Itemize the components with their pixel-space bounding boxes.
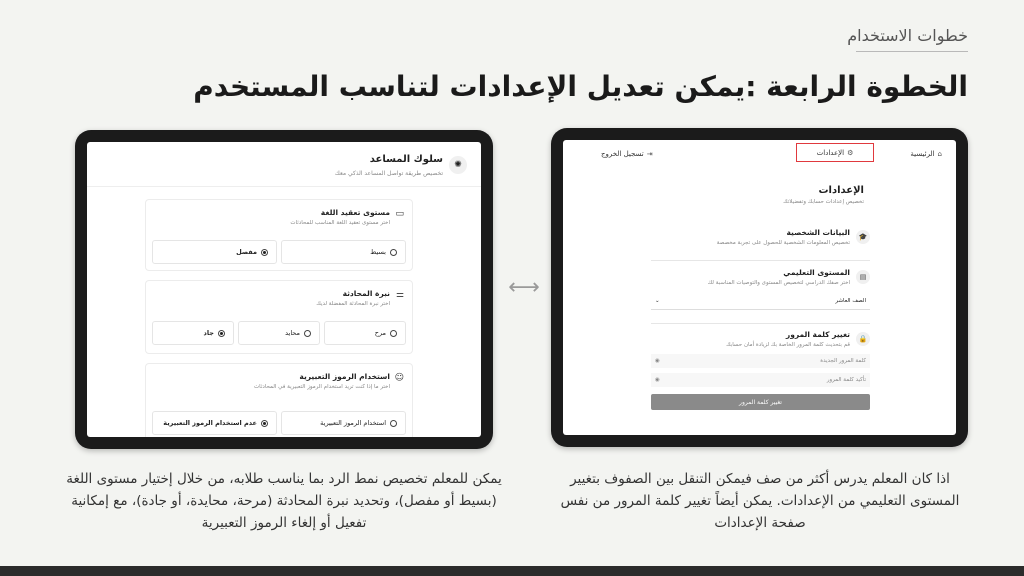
graduation-cap-icon: 🎓 xyxy=(856,230,870,244)
option-detailed[interactable] xyxy=(152,240,277,264)
option-label: بسيط xyxy=(370,248,386,256)
emoji-title: استخدام الرموز التعبيرية xyxy=(299,372,390,381)
school-icon: ▤ xyxy=(856,270,870,284)
divider xyxy=(87,186,481,187)
section-label: خطوات الاستخدام xyxy=(847,26,968,45)
radio-icon xyxy=(390,249,397,256)
logout-label: تسجيل الخروج xyxy=(601,150,644,158)
confirm-password-input[interactable] xyxy=(651,373,870,387)
emoji-card xyxy=(145,363,413,437)
divider xyxy=(651,323,870,324)
personal-data-card xyxy=(651,228,870,258)
tone-options xyxy=(152,321,406,345)
message-icon: ▭ xyxy=(395,209,404,219)
password-card xyxy=(651,330,870,426)
settings-tablet xyxy=(551,128,968,447)
option-label: مفصل xyxy=(236,248,257,256)
language-complexity-card xyxy=(145,199,413,271)
settings-subtitle: تخصيص إعدادات حسابك وتفضيلاتك xyxy=(783,199,864,205)
footer-bar xyxy=(0,566,1024,576)
swap-arrow-icon: ⟷ xyxy=(508,275,540,300)
nav-settings[interactable] xyxy=(796,143,874,162)
settings-screen xyxy=(563,140,956,435)
settings-icon: ⚙ xyxy=(847,148,854,157)
nav-home[interactable] xyxy=(910,150,942,158)
personal-subtitle: تخصيص المعلومات الشخصية للحصول على تجربة مخصصة xyxy=(716,240,850,246)
page-title: الخطوة الرابعة :يمكن تعديل الإعدادات لتناسب المستخدم xyxy=(193,70,968,103)
emoji-subtitle: اختر ما إذا كنت تريد استخدام الرموز التعبيرية في المحادثات xyxy=(253,384,390,390)
education-subtitle: اختر صفك الدراسي لتخصيص المستوى والتوصيات المناسبة لك xyxy=(707,280,850,286)
tone-card xyxy=(145,280,413,354)
assistant-tablet xyxy=(75,130,493,449)
option-simple[interactable] xyxy=(281,240,406,264)
education-title: المستوى التعليمي xyxy=(783,268,850,277)
eye-icon[interactable]: ◉ xyxy=(655,377,660,383)
divider xyxy=(651,260,870,261)
chevron-down-icon: ⌄ xyxy=(655,297,660,304)
assistant-title: سلوك المساعد xyxy=(369,154,443,165)
radio-icon xyxy=(390,420,397,427)
nav-settings-label: الإعدادات xyxy=(816,148,845,157)
education-card xyxy=(651,268,870,316)
top-nav xyxy=(563,140,956,166)
option-label: مرح xyxy=(374,329,386,337)
smile-icon: ☺ xyxy=(394,373,404,383)
education-select[interactable] xyxy=(651,292,870,310)
complexity-subtitle: اختر مستوى تعقيد اللغة المناسب للمحادثات xyxy=(290,220,390,226)
assistant-screen xyxy=(87,142,481,437)
option-neutral[interactable] xyxy=(238,321,320,345)
new-password-input[interactable] xyxy=(651,354,870,368)
radio-icon xyxy=(390,330,397,337)
confirm-password-placeholder: تأكيد كلمة المرور xyxy=(826,377,866,383)
logout-icon: ⇥ xyxy=(646,150,653,158)
option-label: جاد xyxy=(203,329,214,337)
brain-icon: ✺ xyxy=(449,156,467,174)
option-use-emoji[interactable] xyxy=(281,411,406,435)
sliders-icon: ⚌ xyxy=(395,290,404,300)
section-divider xyxy=(856,51,968,52)
new-password-placeholder: كلمة المرور الجديدة xyxy=(820,358,866,364)
caption-settings: اذا كان المعلم يدرس أكثر من صف فيمكن التنقل بين الصفوف بتغيير المستوى التعليمي من الإعدادات. يمكن أيضاً تغيير كلمة المرور من نفس صفحة الإعدادات xyxy=(560,471,960,531)
complexity-options xyxy=(152,240,406,264)
radio-selected-icon xyxy=(218,330,225,337)
lock-icon: 🔒 xyxy=(856,332,870,346)
education-selected: الصف العاشر xyxy=(835,297,866,304)
option-label: محايد xyxy=(285,329,300,337)
option-label: عدم استخدام الرموز التعبيرية xyxy=(163,419,257,427)
option-label: استخدام الرموز التعبيرية xyxy=(320,419,386,427)
change-password-button[interactable]: تغيير كلمة المرور xyxy=(651,394,870,410)
personal-title: البيانات الشخصية xyxy=(786,228,850,237)
password-title: تغيير كلمة المرور xyxy=(785,330,850,339)
emoji-options xyxy=(152,411,406,435)
option-no-emoji[interactable] xyxy=(152,411,277,435)
assistant-subtitle: تخصيص طريقة تواصل المساعد الذكي معك xyxy=(334,170,443,177)
tone-title: نبرة المحادثة xyxy=(342,289,390,298)
radio-selected-icon xyxy=(261,420,268,427)
tone-subtitle: اختر نبرة المحادثة المفضلة لديك xyxy=(316,301,390,307)
eye-icon[interactable]: ◉ xyxy=(655,358,660,364)
caption-assistant: يمكن للمعلم تخصيص نمط الرد بما يناسب طلابه، من خلال إختيار مستوى اللغة (بسيط أو مفصل)، وتحديد نبرة المحادثة (مرحة، محايدة، أو جادة)، مع إمكانية تفعيل أو إلغاء الرموز التعبيرية xyxy=(66,471,502,531)
radio-icon xyxy=(304,330,311,337)
logout-button[interactable] xyxy=(601,150,653,158)
option-serious[interactable] xyxy=(152,321,234,345)
radio-selected-icon xyxy=(261,249,268,256)
option-playful[interactable] xyxy=(324,321,406,345)
settings-title: الإعدادات xyxy=(818,185,864,196)
password-subtitle: قم بتحديث كلمة المرور الخاصة بك لزيادة أمان حسابك xyxy=(726,342,850,348)
home-icon: ⌂ xyxy=(937,150,942,158)
complexity-title: مستوى تعقيد اللغة xyxy=(320,208,390,217)
nav-home-label: الرئيسية xyxy=(910,150,935,158)
